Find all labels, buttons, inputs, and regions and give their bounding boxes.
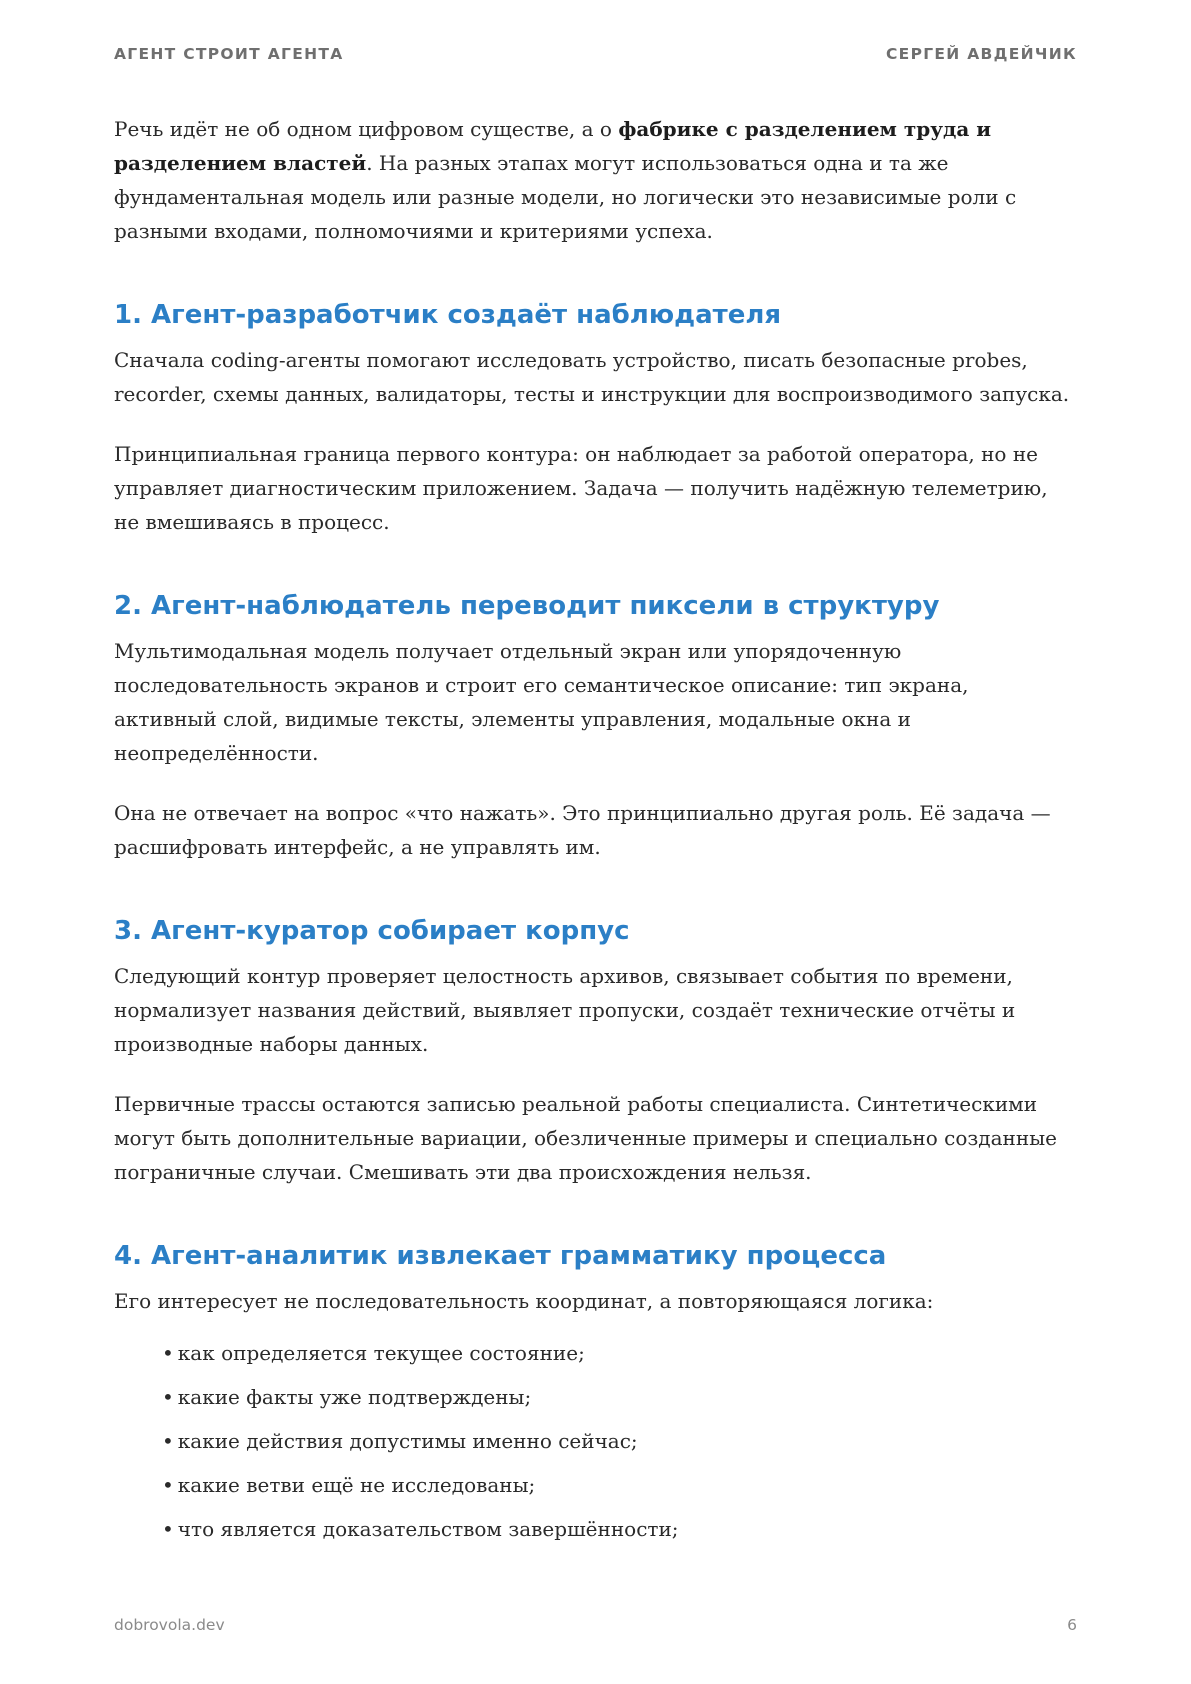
section-paragraph: Она не отвечает на вопрос «что нажать». Это принципиально другая роль. Её задача — расшифровать интерфейс, а не управлять им. [114,801,1051,859]
list-item-text: как определяется текущее состояние; [177,1341,585,1365]
running-header [114,45,1077,63]
section-paragraph: Принципиальная граница первого контура: он наблюдает за работой оператора, но не управляет диагностическим приложением. Задача — получить надёжную телеметрию, не вмешиваясь в процесс. [114,442,1048,534]
bullet-icon: • [162,1429,174,1453]
section-analyst-agent [114,1239,1074,1546]
intro-bold-phrase: фабрике с разделением труда и разделением властей [114,117,992,175]
list-item [162,1336,1074,1370]
bullet-icon: • [162,1517,174,1541]
section-paragraph: Следующий контур проверяет целостность архивов, связывает события по времени, нормализует названия действий, выявляет пропуски, создаёт технические отчёты и производные наборы данных. [114,964,1016,1056]
list-item-text: какие ветви ещё не исследованы; [177,1473,536,1497]
section-heading: 3. Агент-куратор собирает корпус [114,916,630,946]
header-book-title: АГЕНТ СТРОИТ АГЕНТА [114,45,344,63]
page-content [114,112,1074,1556]
running-footer [114,1616,1077,1634]
bullet-icon: • [162,1341,174,1365]
bullet-icon: • [162,1385,174,1409]
section-curator-agent [114,914,1074,1189]
section-heading: 1. Агент-разработчик создаёт наблюдателя [114,300,782,330]
list-item [162,1380,1074,1414]
section-paragraph: Первичные трассы остаются записью реальной работы специалиста. Синтетическими могут быть дополнительные вариации, обезличенные примеры и специально созданные пограничные случаи. Смешивать эти два происхождения нельзя. [114,1092,1057,1184]
list-item-text: что является доказательством завершённости; [177,1517,679,1541]
footer-site: dobrovola.dev [114,1616,225,1634]
intro-paragraph [114,112,1074,248]
list-item [162,1468,1074,1502]
section-paragraph: Мультимодальная модель получает отдельный экран или упорядоченную последовательность экранов и строит его семантическое описание: тип экрана, активный слой, видимые тексты, элементы управления, модальные окна и неопределённости. [114,639,969,765]
intro-text-after: . На разных этапах могут использоваться одна и та же фундаментальная модель или разные модели, но логически это независимые роли с разными входами, полномочиями и критериями успеха. [114,151,1017,243]
list-item-text: какие факты уже подтверждены; [177,1385,532,1409]
header-author: СЕРГЕЙ АВДЕЙЧИК [886,45,1077,63]
section-paragraph: Его интересует не последовательность координат, а повторяющаяся логика: [114,1289,934,1313]
list-item [162,1512,1074,1546]
list-item [162,1424,1074,1458]
section-heading: 2. Агент-наблюдатель переводит пиксели в структуру [114,591,940,621]
list-item-text: какие действия допустимы именно сейчас; [177,1429,638,1453]
section-paragraph: Сначала coding-агенты помогают исследовать устройство, писать безопасные probes, recorder, схемы данных, валидаторы, тесты и инструкции для воспроизводимого запуска. [114,348,1070,406]
section-heading: 4. Агент-аналитик извлекает грамматику процесса [114,1241,887,1271]
intro-text-before: Речь идёт не об одном цифровом существе, а о [114,117,619,141]
page-number: 6 [1067,1616,1077,1634]
section-observer-agent [114,589,1074,864]
bullet-list [114,1336,1074,1546]
bullet-icon: • [162,1473,174,1497]
section-developer-agent [114,298,1074,539]
